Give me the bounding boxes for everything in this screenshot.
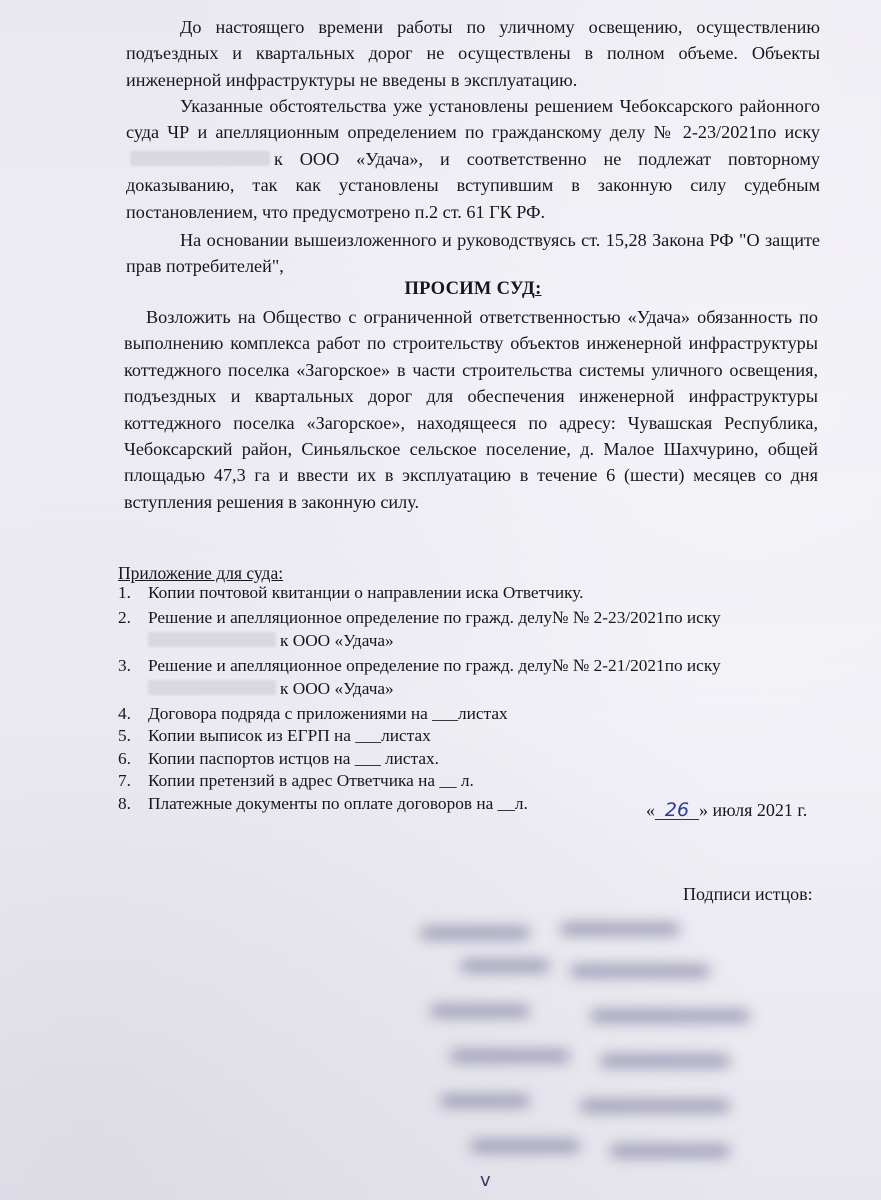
annex-item	[118, 725, 820, 747]
redacted-name	[148, 632, 276, 647]
annex-title: Приложение для суда:	[118, 563, 284, 583]
paragraph-2-start: Указанные обстоятельства уже установлены решением Чебоксарского районного суда ЧР и апелляционным определением по гражданскому делу № 2-23/2021по иску	[126, 96, 820, 143]
redacted-name	[148, 680, 276, 695]
annex-item-number: 8.	[118, 793, 131, 813]
annex-item-continuation	[118, 630, 820, 652]
annex-item-number: 4.	[118, 704, 131, 724]
annex-item	[118, 748, 820, 770]
signatures-title: Подписи истцов:	[683, 884, 813, 904]
annex-item-sub-text: к ООО «Удача»	[280, 630, 394, 650]
redacted-name	[130, 151, 270, 166]
annex-item-number: 5.	[118, 726, 131, 746]
annex-item-text: Копии претензий в адрес Ответчика на __ л.	[148, 771, 474, 791]
annex-item	[118, 770, 820, 792]
paragraph-3: На основании вышеизложенного и руководствуясь ст. 15,28 Закона РФ "О защите прав потребителей",	[126, 230, 820, 277]
date-quote-open: «	[646, 800, 655, 820]
annex-item-text: Платежные документы по оплате договоров на __л.	[148, 793, 528, 813]
annex-item	[118, 703, 820, 725]
annex-item-sub	[118, 630, 394, 652]
annex-item-text: Копии паспортов истцов на ___ листах.	[148, 748, 439, 768]
paragraph-2	[126, 93, 820, 225]
check-mark: v	[480, 1170, 491, 1191]
annex-item-number: 1.	[118, 583, 131, 602]
date-month-year: » июля 2021 г.	[699, 800, 808, 820]
annex-item-text: Договора подряда с приложениями на ___листах	[148, 704, 508, 724]
annex-list	[118, 582, 820, 815]
annex-item-sub	[118, 678, 394, 700]
annex-item-number: 7.	[118, 771, 131, 791]
request-heading-text: ПРОСИМ СУД	[404, 279, 536, 299]
annex-item	[118, 607, 820, 629]
annex-item-number: 3.	[118, 656, 131, 676]
annex-item-sub-text: к ООО «Удача»	[280, 678, 394, 698]
paragraph-request: Возложить на Общество с ограниченной ответственностью «Удача» обязанность по выполнению комплекса работ по строительству объектов инженерной инфраструктуры коттеджного поселка «Загорское» в части строительства системы уличного освещения, подъездных и квартальных дорог для обеспечения инженерной инфраструктуры коттеджного поселка «Загорское», находящееся по адресу: Чувашская Республика, Чебоксарский район, Синьяльское сельское поселение, д. Малое Шахчурино, общей площадью 47,3 га и ввести их в эксплуатацию в течение 6 (шести) месяцев со дня вступления решения в законную силу.	[124, 307, 818, 512]
document-date	[646, 800, 807, 821]
annex-item-number: 6.	[118, 748, 131, 768]
annex-item-text: Решение и апелляционное определение по гражд. делу№ № 2-21/2021по иску	[148, 656, 721, 676]
annex-item-number: 2.	[118, 608, 131, 628]
annex-item-text: Копии почтовой квитанции о направлении иска Ответчику.	[148, 583, 584, 602]
paragraph-2-end: к ООО «Удача», и соответственно не подлежат повторному доказыванию, так как установлены вступившим в законную силу судебным постановлением, что предусмотрено п.2 ст. 61 ГК РФ.	[126, 148, 820, 222]
blurred-signatures	[400, 915, 830, 1180]
paragraph-1: До настоящего времени работы по уличному освещению, осуществлению подъездных и квартальных дорог не осуществлены в полном объеме. Объекты инженерной инфраструктуры не введены в эксплуатацию.	[126, 17, 820, 90]
request-heading-colon: :	[535, 279, 542, 299]
annex-item	[118, 655, 820, 677]
annex-item-continuation	[118, 678, 820, 700]
annex-item-text: Копии выписок из ЕГРП на ___листах	[148, 726, 431, 746]
request-heading	[126, 279, 820, 300]
annex-item-text: Решение и апелляционное определение по гражд. делу№ № 2-23/2021по иску	[148, 608, 721, 628]
date-day-handwritten: 26	[655, 801, 699, 820]
annex-item	[118, 582, 820, 604]
